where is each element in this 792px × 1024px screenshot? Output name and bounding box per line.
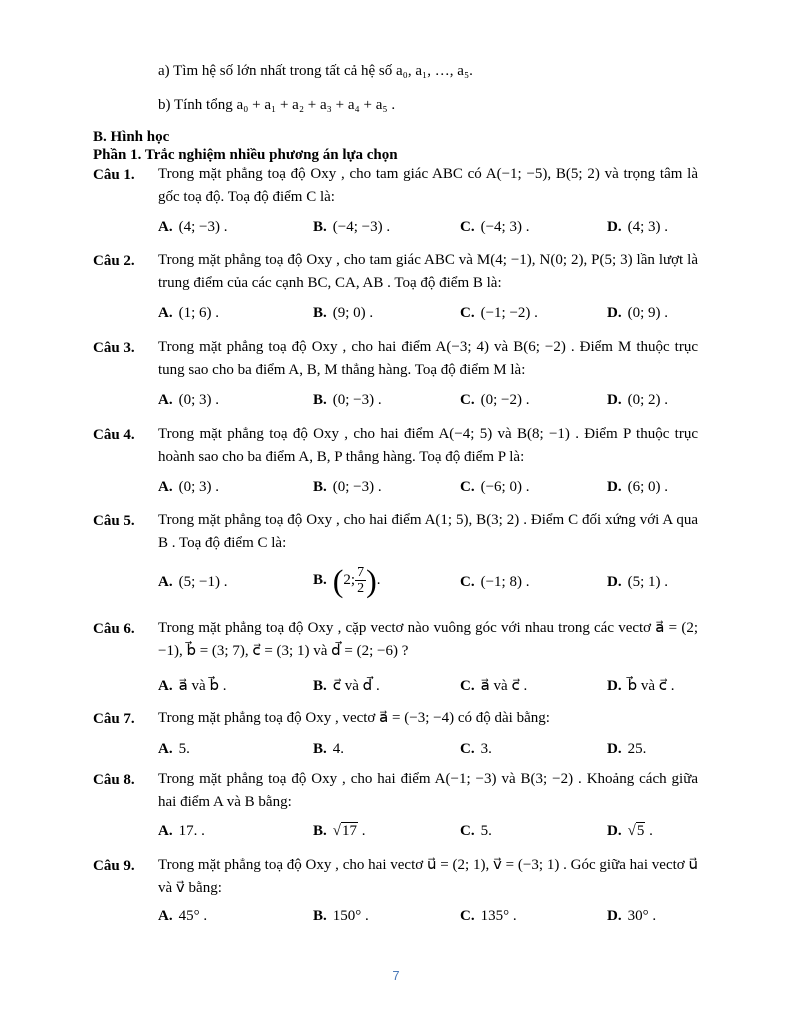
option-a[interactable]: A. 17. . [158,823,205,839]
item-b: b) Tính tổng a₀ + a₁ + a₂ + a₃ + a₄ + a₅ . [158,97,396,113]
part-title: Phần 1. Trắc nghiệm nhiều phương án lựa chọn [93,147,398,163]
question-number: Câu 2. [93,253,135,269]
option-b[interactable]: B. √17 . [313,823,366,839]
options-row [158,821,698,843]
question-number: Câu 5. [93,513,135,529]
question-number: Câu 9. [93,858,135,874]
options-row [158,477,698,499]
option-c[interactable]: C. (−6; 0) . [460,479,530,495]
option-d[interactable]: D. √5 . [607,823,653,839]
option-a[interactable]: A. (5; −1) . [158,574,228,590]
question-number: Câu 1. [93,167,135,183]
question-number: Câu 8. [93,772,135,788]
question-text: Trong mặt phẳng toạ độ Oxy , vectơ a⃗ = (−3; −4) có độ dài bằng: [158,710,550,726]
item-a: a) Tìm hệ số lớn nhất trong tất cả hệ số a₀, a₁, …, a₅. [158,63,473,79]
option-a[interactable]: A. a⃗ và b⃗ . [158,678,227,694]
option-c[interactable]: C. 3. [460,741,492,757]
question-text: Trong mặt phẳng toạ độ Oxy , cho hai điểm A(−3; 4) và B(6; −2) . Điểm M thuộc trục tung sao cho ba điểm A, B, M thẳng hàng. Toạ độ điểm M là: [158,339,698,378]
sqrt-icon: √ [332,823,341,839]
paren-left-icon: ( [332,562,344,599]
option-d[interactable]: D. b⃗ và c⃗ . [607,678,675,694]
option-b[interactable]: B. (2; $\frac{7}{2}$). [313,562,381,599]
option-a[interactable]: A. (0; 3) . [158,479,220,495]
page-number: 7 [392,968,400,983]
option-d[interactable]: D. 25. [607,741,647,757]
sqrt-icon: √ [627,823,636,839]
option-c[interactable]: C. (−1; 8) . [460,574,530,590]
option-c[interactable]: C. (−4; 3) . [460,219,530,235]
question-number: Câu 3. [93,340,135,356]
options-row [158,676,698,698]
option-d[interactable]: D. (0; 9) . [607,305,669,321]
option-c[interactable]: C. 135° . [460,908,517,924]
question-text: Trong mặt phẳng toạ độ Oxy , cho tam giác ABC có A(−1; −5), B(5; 2) và trọng tâm là gốc toạ độ. Toạ độ điểm C là: [158,166,698,205]
options-row [158,217,698,239]
question-text: Trong mặt phẳng toạ độ Oxy , cho hai điểm A(−1; −3) và B(3; −2) . Khoảng cách giữa hai điểm A và B bằng: [158,771,698,810]
option-a[interactable]: A. 5. [158,741,190,757]
options-row [158,739,698,761]
option-c[interactable]: C. 5. [460,823,492,839]
question-number: Câu 7. [93,711,135,727]
paren-right-icon: ) [366,562,377,599]
options-row [158,906,698,928]
option-d[interactable]: D. (5; 1) . [607,574,669,590]
option-a[interactable]: A. (4; −3) . [158,219,228,235]
question-text: Trong mặt phẳng toạ độ Oxy , cho tam giác ABC và M(4; −1), N(0; 2), P(5; 3) lần lượt là trung điểm của các cạnh BC, CA, AB . Toạ độ điểm B là: [158,252,698,291]
option-d[interactable]: D. (0; 2) . [607,392,669,408]
option-b[interactable]: B. (0; −3) . [313,479,382,495]
question-text: Trong mặt phẳng toạ độ Oxy , cho hai điểm A(1; 5), B(3; 2) . Điểm C đối xứng với A qua B . Toạ độ điểm C là: [158,512,698,551]
options-row [158,390,698,412]
options-row [158,562,698,599]
option-b[interactable]: B. 150° . [313,908,369,924]
question-text: Trong mặt phẳng toạ độ Oxy , cặp vectơ nào vuông góc với nhau trong các vectơ a⃗ = (2; −1), b⃗ = (3; 7), c⃗ = (3; 1) và d⃗ = (2; −6) ? [158,620,698,659]
option-c[interactable]: C. (0; −2) . [460,392,530,408]
option-d[interactable]: D. 30° . [607,908,657,924]
option-a[interactable]: A. 45° . [158,908,208,924]
option-b[interactable]: B. 4. [313,741,345,757]
option-b[interactable]: B. (0; −3) . [313,392,382,408]
option-a[interactable]: A. (1; 6) . [158,305,220,321]
option-c[interactable]: C. (−1; −2) . [460,305,538,321]
fraction: $\frac{7}{2}$ [357,565,365,597]
question-text: Trong mặt phẳng toạ độ Oxy , cho hai vectơ u⃗ = (2; 1), v⃗ = (−3; 1) . Góc giữa hai vectơ u⃗ và v⃗ bằng: [158,857,698,896]
option-d[interactable]: D. (6; 0) . [607,479,669,495]
option-b[interactable]: B. c⃗ và d⃗ . [313,678,380,694]
options-row [158,303,698,325]
question-text: Trong mặt phẳng toạ độ Oxy , cho hai điểm A(−4; 5) và B(8; −1) . Điểm P thuộc trục hoành sao cho ba điểm A, B, P thẳng hàng. Toạ độ điểm P là: [158,426,698,465]
option-b[interactable]: B. (−4; −3) . [313,219,391,235]
section-title: B. Hình học [93,129,170,145]
option-b[interactable]: B. (9; 0) . [313,305,374,321]
option-d[interactable]: D. (4; 3) . [607,219,669,235]
option-c[interactable]: C. a⃗ và c⃗ . [460,678,528,694]
question-number: Câu 4. [93,427,135,443]
question-number: Câu 6. [93,621,135,637]
option-a[interactable]: A. (0; 3) . [158,392,220,408]
